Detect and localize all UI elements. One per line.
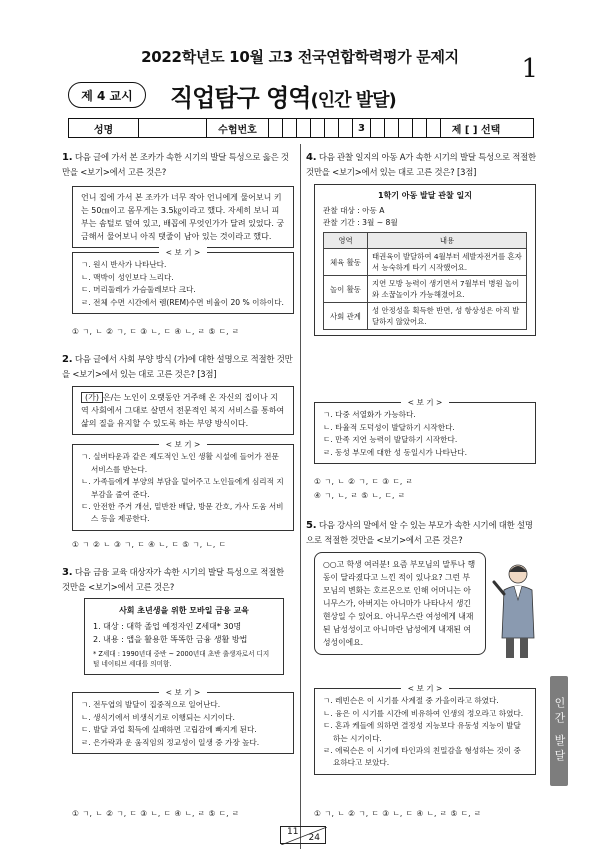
bogi-title: < 보 기 >	[159, 687, 207, 699]
q2-choices[interactable]: ① ㄱ ② ㄴ ③ ㄱ, ㄷ ④ ㄴ, ㄷ ⑤ ㄱ, ㄴ, ㄷ	[72, 540, 227, 549]
q5-speech-bubble: ○○고 학생 여러분! 요즘 부모님의 말투나 행동이 달라졌다고 느낀 적이 있나요? 그런 부모님의 변화는 호르몬으로 인해 어머니는 아니무스가, 아버지는 아니마가 나타나서 생긴 현상일 수 있어요. 아니무스란 여성에게 내재된 남성성이고 아니마란 남성에게 내재된 여성성이에요.	[314, 552, 486, 655]
q4-option: ㄴ. 타율적 도덕성이 발달하기 시작한다.	[323, 422, 455, 432]
question-5	[306, 518, 538, 547]
q2-number: 2.	[62, 354, 73, 365]
question-1	[62, 150, 294, 179]
q3-info-box	[84, 598, 284, 675]
q3-option: ㄹ. 은가락과 운 움직임의 정교성이 일생 중 가장 높다.	[81, 737, 260, 747]
exam-no-digit[interactable]	[427, 119, 441, 137]
bogi-title: < 보 기 >	[159, 439, 207, 451]
q2-option: ㄱ. 실버타운과 같은 제도적인 노인 생활 시설에 들어가 전문 서비스를 받는다.	[81, 452, 279, 474]
q3-box-line: 2. 내용 : 앱을 활용한 똑똑한 금융 생활 방법	[93, 635, 248, 644]
q5-choices[interactable]: ① ㄱ, ㄴ ② ㄱ, ㄷ ③ ㄴ, ㄷ ④ ㄴ, ㄹ ⑤ ㄷ, ㄹ	[314, 809, 482, 818]
q3-box-title: 사회 초년생을 위한 모바일 금융 교육	[119, 606, 249, 615]
exam-no-digit[interactable]	[371, 119, 385, 137]
q4-number: 4.	[306, 152, 317, 163]
exam-no-digit[interactable]	[297, 119, 311, 137]
q4-journal-title: 1학기 아동 발달 관찰 일지	[378, 191, 472, 200]
q4-subject-line: 관찰 대상 : 아동 A	[323, 206, 385, 215]
q3-option: ㄱ. 전두엽의 발달이 집중적으로 일어난다.	[81, 700, 221, 710]
q1-bogi	[72, 248, 294, 314]
name-field[interactable]	[139, 119, 207, 137]
q5-number: 5.	[306, 520, 317, 531]
q4-option: ㄱ. 다중 서열화가 가능하다.	[323, 410, 416, 420]
lecturer-illustration	[492, 560, 540, 660]
q3-number: 3.	[62, 567, 73, 578]
q4-th: 영역	[324, 233, 368, 249]
q4-choices-1[interactable]: ① ㄱ, ㄴ ② ㄱ, ㄷ ③ ㄷ, ㄹ	[314, 477, 413, 486]
q1-stem: 다음 글에 가서 본 조카가 속한 시기의 발달 특성으로 옳은 것만을 <보기>에서 고른 것은?	[62, 152, 289, 177]
id-row	[68, 118, 534, 138]
q1-choices[interactable]: ① ㄱ, ㄴ ② ㄱ, ㄷ ③ ㄴ, ㄷ ④ ㄴ, ㄹ ⑤ ㄷ, ㄹ	[72, 327, 240, 336]
q2-option: ㄷ. 안전한 주거 개선, 밑반찬 배달, 방문 간호, 가사 도움 서비스 등을 제공한다.	[81, 502, 284, 524]
footer-page: 11	[287, 827, 299, 837]
q1-number: 1.	[62, 152, 73, 163]
exam-no-fixed: 3	[353, 119, 371, 137]
exam-no-digit[interactable]	[325, 119, 339, 137]
q5-option: ㄴ. 융은 이 시기를 시간에 비유하여 인생의 정오라고 하였다.	[323, 708, 524, 718]
exam-no-digit[interactable]	[399, 119, 413, 137]
q2-bogi	[72, 440, 294, 531]
q1-option: ㄷ. 머리둘레가 가슴둘레보다 크다.	[81, 285, 196, 295]
bogi-title: < 보 기 >	[401, 683, 449, 695]
question-3	[62, 565, 294, 594]
q5-bogi	[314, 684, 536, 775]
q1-option: ㄴ. 맥박이 성인보다 느리다.	[81, 272, 174, 282]
exam-no-label: 수험번호	[207, 119, 269, 137]
q2-passage-text: 은/는 노인이 오랫동안 거주해 온 자신의 집이나 지역 사회에서 그대로 살면서 전문적인 복지 서비스를 통하여 삶의 질을 유지할 수 있도록 하는 부양 방식이다.	[81, 393, 285, 428]
subject-side-tab: 인간 발달	[550, 676, 568, 786]
bogi-title: < 보 기 >	[159, 247, 207, 259]
q4-option: ㄷ. 만족 지연 능력이 발달하기 시작한다.	[323, 435, 458, 445]
select-label: 제 [ ] 선택	[451, 124, 501, 136]
q5-option: ㄹ. 에릭슨은 이 시기에 타인과의 친밀감을 형성하는 것이 중요하다고 보았다.	[323, 746, 521, 768]
q3-stem: 다음 금융 교육 대상자가 속한 시기의 발달 특성으로 적절한 것만을 <보기>에서 고른 것은?	[62, 567, 284, 592]
question-4	[306, 150, 538, 179]
q3-option: ㄴ. 생식기에서 비생식기로 이행되는 시기이다.	[81, 712, 235, 722]
q2-passage	[72, 386, 294, 435]
q2-stem: 다음 글에서 사회 부양 방식 (가)에 대한 설명으로 적절한 것만을 <보기>에서 있는 대로 고른 것은? [3점]	[62, 354, 293, 379]
q5-option: ㄱ. 레빈슨은 이 시기를 사계절 중 가을이라고 하였다.	[323, 696, 499, 706]
subject-sub: (인간 발달)	[310, 90, 396, 111]
exam-no-digit[interactable]	[311, 119, 325, 137]
q4-bogi	[314, 398, 536, 464]
page-number: 1	[521, 54, 538, 84]
exam-no-digit[interactable]	[269, 119, 283, 137]
q5-stem: 다음 강사의 말에서 알 수 있는 부모가 속한 시기에 대한 설명으로 적절한 것만을 <보기>에서 고른 것은?	[306, 520, 533, 545]
q1-option: ㄹ. 전체 수면 시간에서 렘(REM)수면 비율이 20 % 이하이다.	[81, 297, 284, 307]
footer-total: 24	[308, 833, 320, 843]
q1-passage: 언니 집에 가서 본 조카가 너무 작아 언니에게 물어보니 키는 50㎝이고 몸무게는 3.5㎏이라고 했다. 자세히 보니 피부는 솜털로 덮여 있고, 배꼽에 무엇인가가 달려 있었다. 궁금해서 물어보니 아직 탯줄이 남아 있는 것이라고 했다.	[72, 186, 294, 248]
q4-option: ㄹ. 동성 부모에 대한 성 동일시가 나타난다.	[323, 447, 468, 457]
subject-title	[170, 78, 396, 113]
q4-content: 성 안정성을 획득한 반면, 성 항상성은 아직 발달하지 않았어요.	[368, 303, 527, 330]
question-2	[62, 352, 294, 381]
q4-choices-2[interactable]: ④ ㄱ, ㄴ, ㄹ ⑤ ㄴ, ㄷ, ㄹ	[314, 491, 406, 500]
period-badge: 제 4 교시	[68, 82, 146, 108]
exam-no-digit[interactable]	[413, 119, 427, 137]
q4-th: 내용	[368, 233, 527, 249]
q4-content: 지연 모방 능력이 생기면서 7월부터 병원 놀이와 소꿉놀이가 가능해졌어요.	[368, 276, 527, 303]
q1-option: ㄱ. 원시 반사가 나타난다.	[81, 260, 167, 270]
exam-title: 2022학년도 10월 고3 전국연합학력평가 문제지	[141, 48, 459, 66]
exam-no-digit[interactable]	[385, 119, 399, 137]
column-divider	[300, 144, 301, 849]
q4-journal	[314, 184, 536, 336]
q4-table	[323, 232, 527, 330]
q4-area: 사회 관계	[324, 303, 368, 330]
subject-main: 직업탐구 영역	[170, 84, 311, 112]
q4-period-line: 관찰 기간 : 3월 ~ 8월	[323, 218, 398, 227]
bogi-title: < 보 기 >	[401, 397, 449, 409]
q3-choices[interactable]: ① ㄱ, ㄴ ② ㄱ, ㄷ ③ ㄴ, ㄷ ④ ㄴ, ㄹ ⑤ ㄷ, ㄹ	[72, 809, 240, 818]
q3-bogi	[72, 688, 294, 754]
q3-option: ㄷ. 발달 과업 획득에 실패하면 고립감에 빠지게 된다.	[81, 725, 257, 735]
name-label: 성명	[69, 119, 139, 137]
q4-stem: 다음 관찰 일지의 아동 A가 속한 시기의 발달 특성으로 적절한 것만을 <보기>에서 있는 대로 고른 것은? [3점]	[306, 152, 536, 177]
q3-box-note: * Z세대 : 1990년대 중반 ~ 2000년대 초반 출생자로서 디지털 네이티브 세대를 의미함.	[93, 650, 270, 668]
q2-option: ㄴ. 가족들에게 부양의 부담을 덜어주고 노인들에게 심리적 지부감을 줄여 준다.	[81, 477, 284, 499]
exam-no-digit[interactable]	[339, 119, 353, 137]
exam-no-digit[interactable]	[283, 119, 297, 137]
q2-tag: (가)	[81, 392, 103, 403]
page-footer	[280, 826, 326, 844]
q3-box-line: 1. 대상 : 대학 졸업 예정자인 Z세대* 30명	[93, 622, 242, 631]
q5-option: ㄷ. 혼과 케들에 의하면 결정성 지능보다 유동성 지능이 발달하는 시기이다.	[323, 721, 521, 743]
q4-content: 태권육이 발달하여 4월부터 세발자전거를 혼자서 능숙하게 타기 시작했어요.	[368, 249, 527, 276]
q4-area: 체육 활동	[324, 249, 368, 276]
q4-area: 놀이 활동	[324, 276, 368, 303]
